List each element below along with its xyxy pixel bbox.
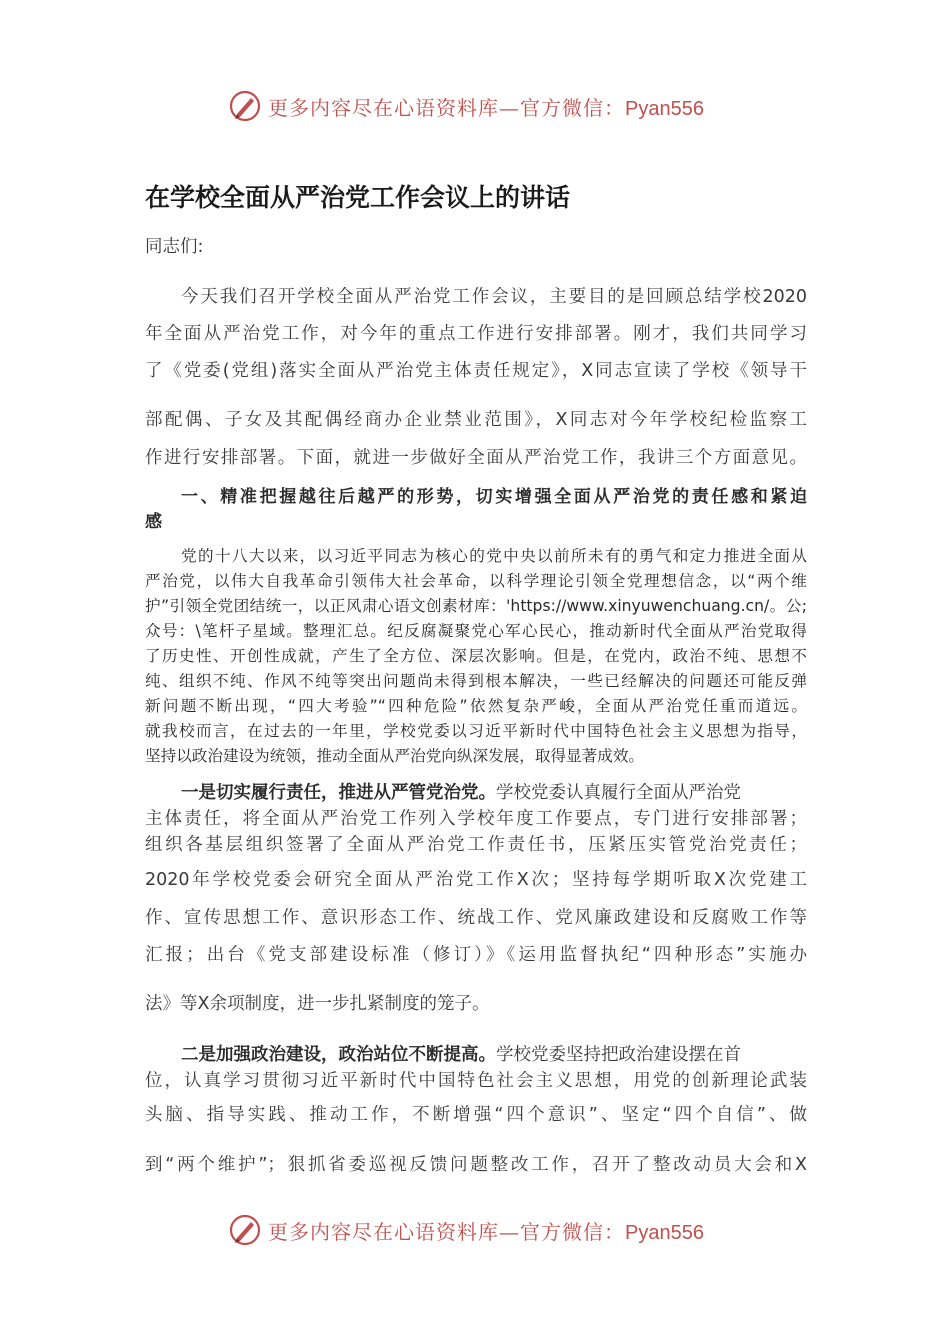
paragraph-line: 护”引领全党团结统一，以正风肃心语文创素材库：'https://www.xinyuwenchuang.cn/。公; [145,597,807,615]
paragraph-line: 头脑、指导实践、推动工作，不断增强“四个意识”、坚定“四个自信”、做 [145,1105,807,1125]
footer-watermark-banner [228,1212,704,1248]
paragraph-line: 位，认真学习贯彻习近平新时代中国特色社会主义思想，用党的创新理论武装 [145,1071,807,1091]
header-watermark-banner [228,88,704,124]
wechat-id: Pyan556 [625,97,704,120]
paragraph-line: 作进行安排部署。下面，就进一步做好全面从严治党工作，我讲三个方面意见。 [145,448,807,468]
paragraph-line: 2020年学校党委会研究全面从严治党工作X次；坚持每学期听取X次党建工 [145,870,807,890]
section-heading: 一、精准把握越往后越严的形势，切实增强全面从严治党的责任感和紧迫 [181,487,807,507]
paragraph-line: 法》等X余项制度，进一步扎紧制度的笼子。 [145,994,490,1014]
pen-logo-icon [228,1213,262,1247]
paragraph-line: 主体责任，将全面从严治党工作列入学校年度工作要点，专门进行安排部署； [145,809,807,829]
paragraph-line: 到“两个维护”；狠抓省委巡视反馈问题整改工作，召开了整改动员大会和X [145,1155,807,1175]
paragraph-line: 今天我们召开学校全面从严治党工作会议，主要目的是回顾总结学校2020 [181,287,807,307]
paragraph-line: 汇报；出台《党支部建设标准（修订）》《运用监督执纪“四种形态”实施办 [145,945,807,965]
paragraph-line: 组织各基层组织签署了全面从严治党工作责任书，压紧压实管党治党责任； [145,835,807,855]
paragraph-line: 一是切实履行责任，推进从严管党治党。学校党委认真履行全面从严治党 [181,783,741,803]
paragraph-line: 严治党，以伟大自我革命引领伟大社会革命，以科学理论引领全党理想信念，以“两个维 [145,572,807,590]
document-title: 在学校全面从严治党工作会议上的讲话 [145,183,571,212]
paragraph-line: 党的十八大以来，以习近平同志为核心的党中央以前所未有的勇气和定力推进全面从 [181,547,807,565]
paragraph-line: 了历史性、开创性成就，产生了全方位、深层次影响。但是，在党内，政治不纯、思想不 [145,647,807,665]
paragraph-line: 二是加强政治建设，政治站位不断提高。学校党委坚持把政治建设摆在首 [181,1045,741,1065]
banner-text: 更多内容尽在心语资料库—官方微信：Pyan556 [268,95,704,120]
paragraph-line: 部配偶、子女及其配偶经商办企业禁业范围》，X同志对今年学校纪检监察工 [145,410,807,430]
wechat-id: Pyan556 [625,1221,704,1244]
paragraph-line: 了《党委(党组)落实全面从严治党主体责任规定》，X同志宣读了学校《领导干 [145,361,807,381]
section-heading: 感 [145,512,162,532]
greeting: 同志们: [145,237,204,257]
paragraph-line: 作、宣传思想工作、意识形态工作、统战工作、党风廉政建设和反腐败工作等 [145,908,807,928]
paragraph-line: 就我校而言，在过去的一年里，学校党委以习近平新时代中国特色社会主义思想为指导， [145,722,807,740]
paragraph-line: 纯、组织不纯、作风不纯等突出问题尚未得到根本解决，一些已经解决的问题还可能反弹 [145,672,807,690]
paragraph-line: 众号：\笔杆子星域。整理汇总。纪反腐凝聚党心军心民心，推动新时代全面从严治党取得 [145,622,807,640]
banner-text: 更多内容尽在心语资料库—官方微信：Pyan556 [268,1219,704,1244]
point-heading: 一是切实履行责任，推进从严管党治党。 [181,783,496,803]
paragraph-line: 坚持以政治建设为统领，推动全面从严治党向纵深发展，取得显著成效。 [145,747,645,765]
point-heading: 二是加强政治建设，政治站位不断提高。 [181,1045,496,1065]
paragraph-line: 年全面从严治党工作，对今年的重点工作进行安排部署。刚才，我们共同学习 [145,324,807,344]
pen-logo-icon [228,89,262,123]
paragraph-line: 新问题不断出现，“四大考验”“四种危险”依然复杂严峻，全面从严治党任重而道远。 [145,697,807,715]
